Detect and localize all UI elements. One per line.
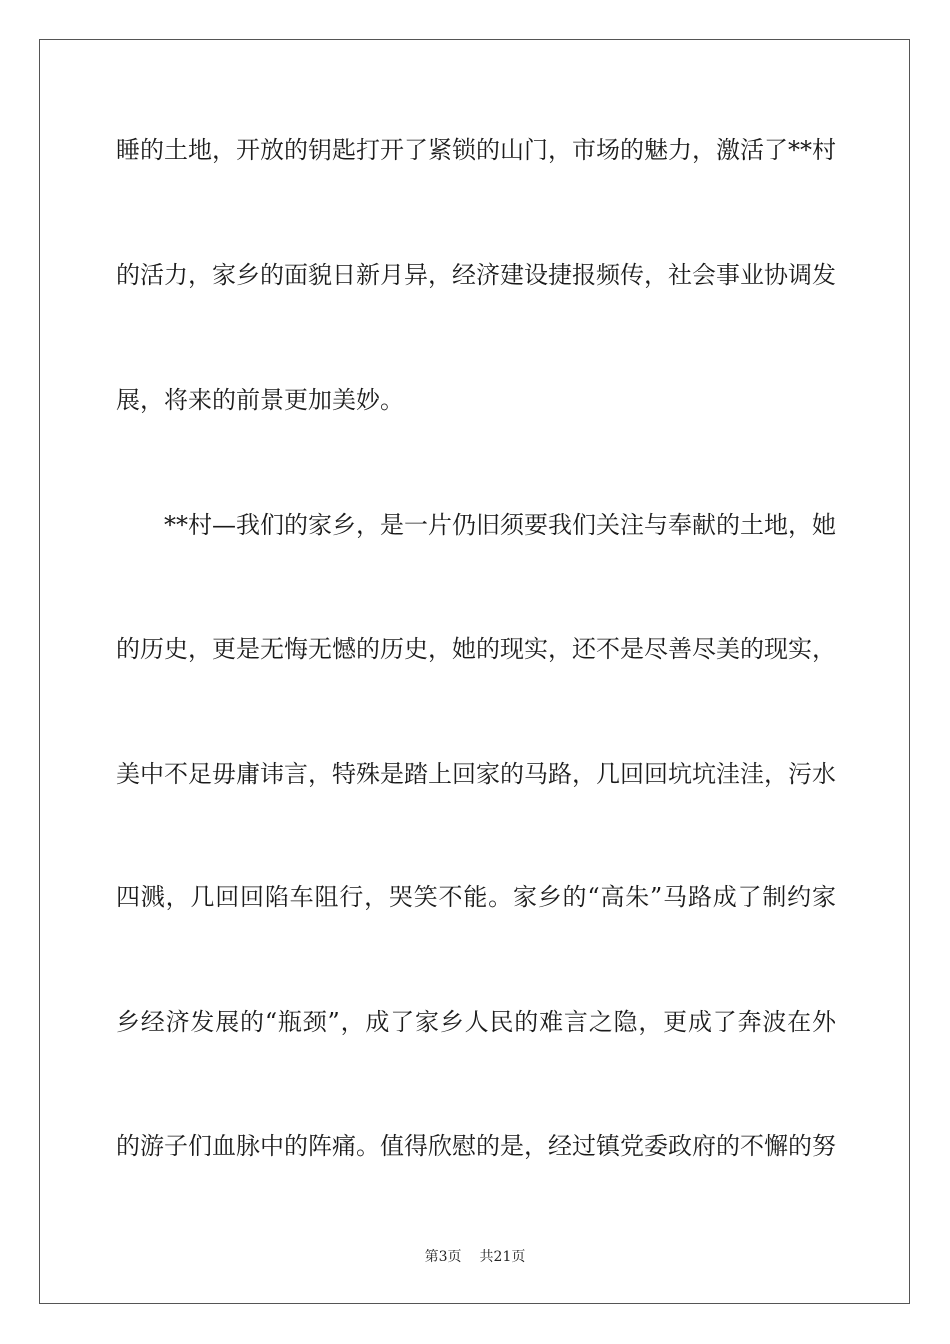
page-border — [39, 39, 910, 1304]
paragraph-line-6: 美中不足毋庸讳言，特殊是踏上回家的马路，几回回坑坑洼洼，污水 — [116, 760, 836, 788]
paragraph-line-7: 四溅，几回回陷车阻行，哭笑不能。家乡的“高朱”马路成了制约家 — [116, 883, 836, 911]
paragraph-line-5: 的历史，更是无悔无憾的历史，她的现实，还不是尽善尽美的现实， — [116, 635, 836, 663]
paragraph-line-8: 乡经济发展的“瓶颈”，成了家乡人民的难言之隐，更成了奔波在外 — [116, 1008, 836, 1036]
paragraph-line-2: 的活力，家乡的面貌日新月异，经济建设捷报频传，社会事业协调发 — [116, 261, 836, 289]
paragraph-line-9: 的游子们血脉中的阵痛。值得欣慰的是，经过镇党委政府的不懈的努 — [116, 1132, 836, 1160]
paragraph-line-1: 睡的土地，开放的钥匙打开了紧锁的山门，市场的魅力，激活了**村 — [116, 136, 836, 164]
paragraph-line-4: **村—我们的家乡，是一片仍旧须要我们关注与奉献的土地，她 — [164, 511, 836, 539]
page-footer — [0, 1247, 950, 1267]
paragraph-line-3: 展，将来的前景更加美妙。 — [116, 386, 404, 414]
page-number-total: 共21页 — [479, 1249, 526, 1265]
page-number-current: 第3页 — [424, 1249, 462, 1265]
